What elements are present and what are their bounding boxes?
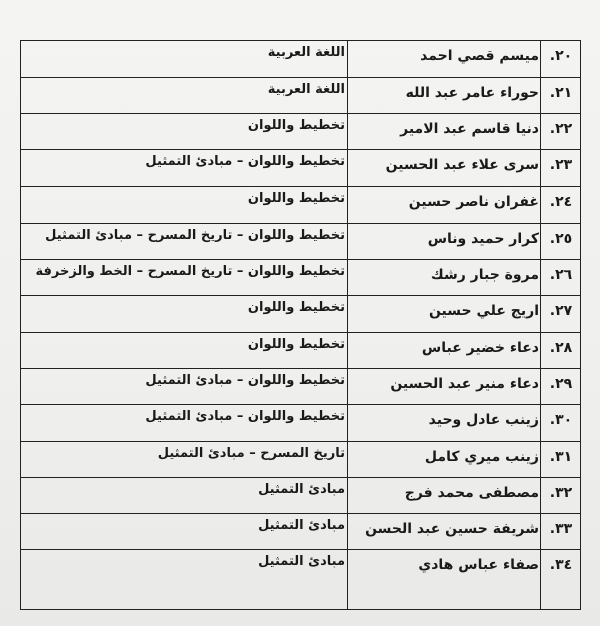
- row-number-cell: .٣٠: [549, 412, 573, 428]
- table-row: [21, 149, 580, 185]
- student-name-cell: حوراء عامر عبد الله: [405, 85, 539, 101]
- table-row: [21, 113, 580, 149]
- student-name-cell: دعاء منير عبد الحسين: [390, 376, 539, 392]
- table-row: [21, 332, 580, 368]
- row-number-cell: .٣١: [549, 449, 573, 465]
- table-row: [21, 477, 580, 513]
- row-number-cell: .٢٧: [549, 303, 573, 319]
- table-row: [21, 368, 580, 404]
- table-row: [21, 513, 580, 549]
- subject-cell: تخطيط واللوان – تاريخ المسرح – الخط والزخرفة: [35, 264, 345, 279]
- subject-cell: مبادئ التمثيل: [258, 482, 345, 497]
- subject-cell: تخطيط واللوان: [247, 300, 345, 315]
- row-number-cell: .٣٤: [549, 557, 573, 573]
- student-name-cell: شريفة حسين عبد الحسن: [365, 521, 539, 537]
- student-name-cell: زينب ميري كامل: [424, 449, 539, 465]
- subject-cell: تخطيط واللوان – تاريخ المسرح – مبادئ التمثيل: [45, 228, 345, 243]
- student-name-cell: غفران ناصر حسين: [408, 194, 539, 210]
- subject-cell: تخطيط واللوان: [247, 191, 345, 206]
- table-row: [21, 186, 580, 222]
- student-name-cell: مصطفى محمد فرج: [404, 485, 539, 501]
- student-name-cell: كرار حميد وناس: [427, 231, 539, 247]
- row-number-cell: .٢٤: [549, 194, 573, 210]
- row-number-cell: .٣٣: [549, 521, 573, 537]
- subject-cell: اللغة العربية: [267, 45, 345, 60]
- student-name-cell: زينب عادل وحيد: [428, 412, 539, 428]
- row-number-cell: .٢٨: [549, 340, 573, 356]
- student-name-cell: دنيا قاسم عبد الامير: [400, 121, 539, 137]
- row-number-cell: .٣٢: [549, 485, 573, 501]
- subject-cell: تخطيط واللوان – مبادئ التمثيل: [145, 154, 345, 169]
- table-row: [21, 77, 580, 113]
- table-row: [21, 441, 580, 477]
- subject-cell: تخطيط واللوان: [247, 337, 345, 352]
- table-row: [21, 41, 580, 77]
- student-name-cell: دعاء خضير عباس: [421, 340, 539, 356]
- row-number-cell: .٢٦: [549, 267, 573, 283]
- table-row: [21, 295, 580, 331]
- subject-cell: تخطيط واللوان – مبادئ التمثيل: [145, 409, 345, 424]
- table-row: [21, 259, 580, 295]
- table-row: [21, 223, 580, 259]
- subject-cell: تخطيط واللوان – مبادئ التمثيل: [145, 373, 345, 388]
- row-number-cell: .٢٠: [549, 48, 573, 64]
- row-number-cell: .٢٢: [549, 121, 573, 137]
- table-row: [21, 404, 580, 440]
- row-number-cell: .٢١: [549, 85, 573, 101]
- row-number-cell: .٢٩: [549, 376, 573, 392]
- row-number-cell: .٢٣: [549, 157, 573, 173]
- student-name-cell: اريج علي حسين: [428, 303, 539, 319]
- subject-cell: مبادئ التمثيل: [258, 518, 345, 533]
- student-name-cell: صفاء عباس هادي: [418, 557, 539, 573]
- table-row: [21, 549, 580, 609]
- subject-cell: تخطيط واللوان: [247, 118, 345, 133]
- students-table: [20, 40, 581, 610]
- row-number-cell: .٢٥: [549, 231, 573, 247]
- subject-cell: اللغة العربية: [267, 82, 345, 97]
- student-name-cell: سرى علاء عبد الحسين: [385, 157, 539, 173]
- student-name-cell: مروة جبار رشك: [430, 267, 539, 283]
- subject-cell: تاريخ المسرح – مبادئ التمثيل: [157, 446, 345, 461]
- student-name-cell: ميسم قصي احمد: [420, 48, 539, 64]
- subject-cell: مبادئ التمثيل: [258, 554, 345, 569]
